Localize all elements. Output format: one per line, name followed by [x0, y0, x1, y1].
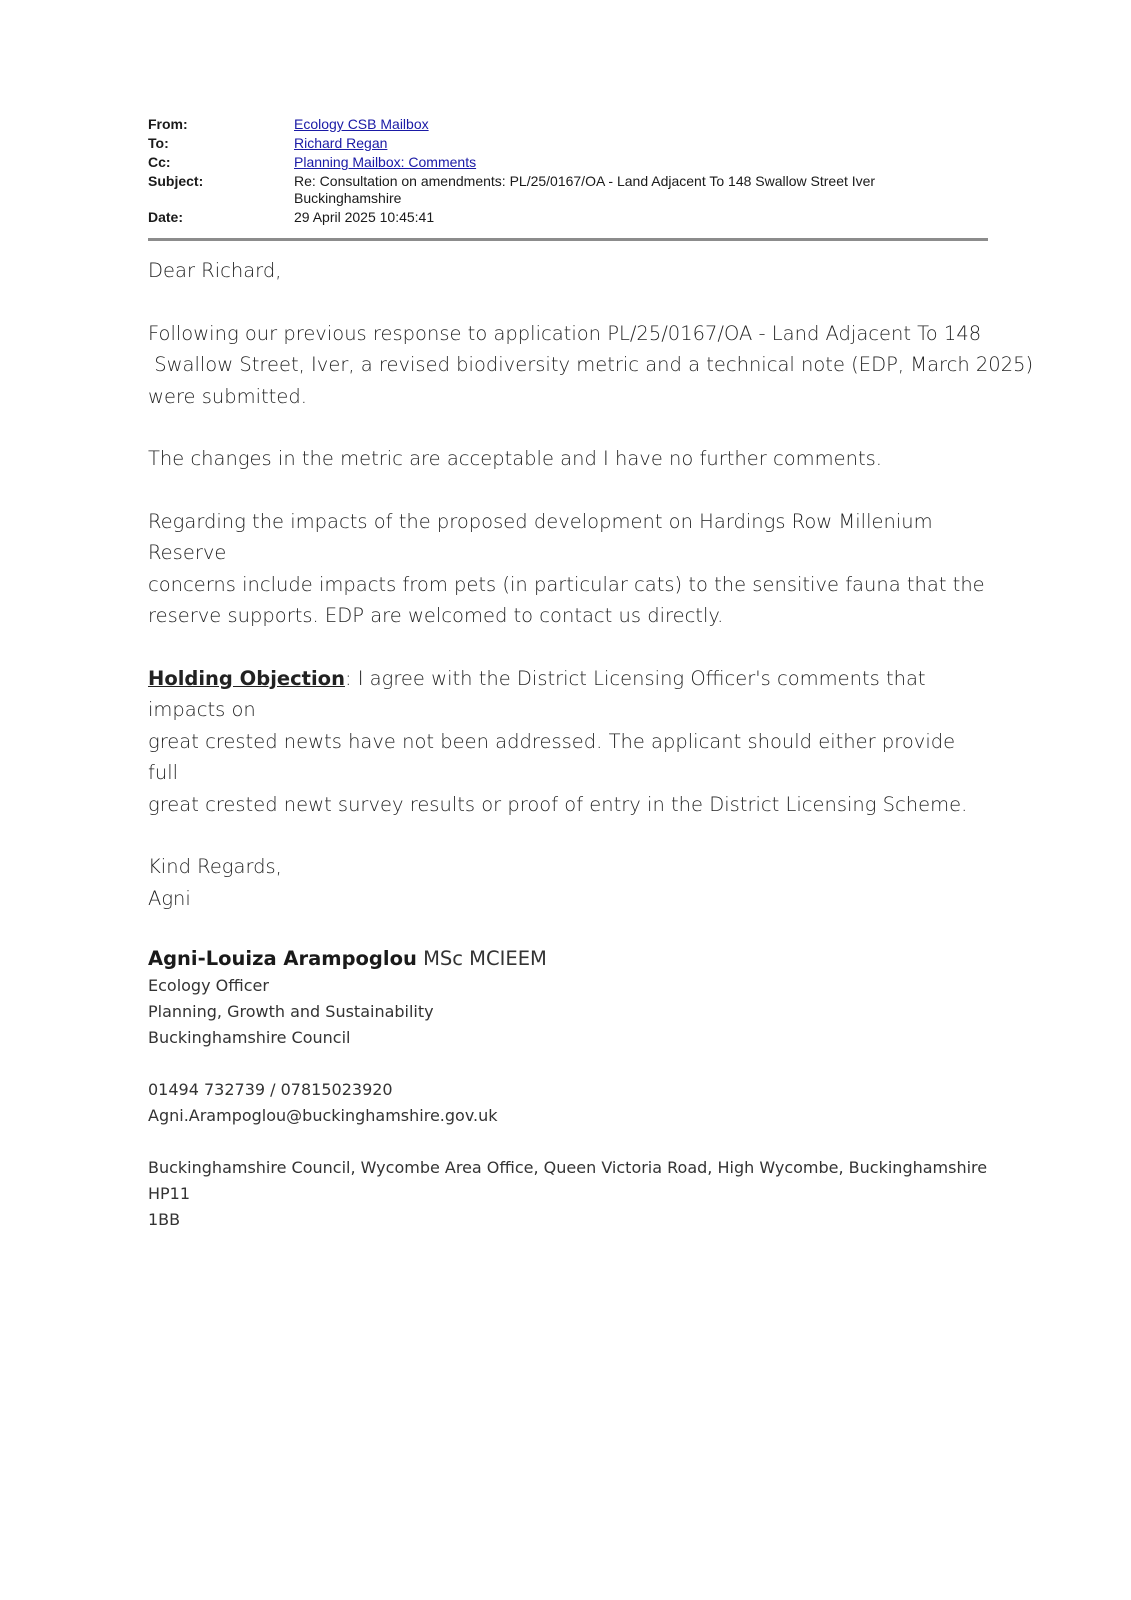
- date-label: Date:: [148, 209, 184, 225]
- signature-qualifications: MSc MCIEEM: [423, 947, 547, 970]
- paragraph-line: concerns include impacts from pets (in particular cats) to the sensitive fauna that the: [148, 572, 985, 596]
- paragraph-reserve-impacts: [148, 506, 988, 632]
- subject-row: [148, 173, 988, 207]
- to-link[interactable]: Richard Regan: [294, 135, 388, 151]
- signature-address-line: 1BB: [148, 1210, 181, 1229]
- from-link[interactable]: Ecology CSB Mailbox: [294, 116, 429, 132]
- paragraph-previous-response: [148, 318, 1034, 413]
- signature-email: Agni.Arampoglou@buckinghamshire.gov.uk: [148, 1106, 498, 1125]
- from-label: From:: [148, 116, 188, 132]
- email-document: [148, 116, 1034, 1233]
- from-row: [148, 116, 988, 133]
- signature-phones: 01494 732739 / 07815023920: [148, 1080, 393, 1099]
- signature-role: Ecology Officer: [148, 976, 269, 995]
- to-row: [148, 135, 988, 152]
- paragraph-line: great crested newt survey results or proof of entry in the District Licensing Scheme.: [148, 792, 968, 816]
- sender-first-name: Agni: [148, 886, 191, 910]
- greeting: Dear Richard,: [148, 259, 282, 282]
- paragraph-line: : I agree with the District Licensing Officer's comments that impacts on: [148, 666, 926, 721]
- signature-name: Agni-Louiza Arampoglou: [148, 947, 417, 970]
- paragraph-line: great crested newts have not been addressed. The applicant should either provide full: [148, 729, 956, 784]
- cc-label: Cc:: [148, 154, 171, 170]
- date-row: [148, 209, 988, 226]
- cc-link[interactable]: Planning Mailbox: Comments: [294, 154, 477, 170]
- signature-block: [148, 973, 988, 1233]
- paragraph-line: were submitted.: [148, 384, 307, 408]
- subject-label: Subject:: [148, 173, 204, 189]
- sign-off: [148, 851, 988, 914]
- cc-row: [148, 154, 988, 171]
- paragraph-line: Following our previous response to application PL/25/0167/OA - Land Adjacent To 148: [148, 321, 982, 345]
- subject-value: Re: Consultation on amendments: PL/25/0167/OA - Land Adjacent To 148 Swallow Street Iver Buckinghamshire: [294, 173, 876, 206]
- to-label: To:: [148, 135, 169, 151]
- signature-organisation: Buckinghamshire Council: [148, 1028, 351, 1047]
- signature-name-line: [148, 945, 988, 973]
- paragraph-holding-objection: [148, 663, 988, 821]
- email-body: [148, 255, 1034, 914]
- closing: Kind Regards,: [148, 855, 282, 878]
- paragraph-metric: The changes in the metric are acceptable and I have no further comments.: [148, 447, 882, 470]
- header-divider: [148, 238, 988, 241]
- paragraph-line: Swallow Street, Iver, a revised biodiversity metric and a technical note (EDP, March 2025): [148, 353, 1034, 376]
- email-header: [148, 116, 988, 226]
- paragraph-line: Regarding the impacts of the proposed development on Hardings Row Millenium Reserve: [148, 509, 933, 564]
- signature-department: Planning, Growth and Sustainability: [148, 1002, 434, 1021]
- paragraph-line: reserve supports. EDP are welcomed to contact us directly.: [148, 604, 724, 627]
- signature-address-line: Buckinghamshire Council, Wycombe Area Office, Queen Victoria Road, High Wycombe, Buckinghamshire HP11: [148, 1158, 988, 1203]
- date-value: 29 April 2025 10:45:41: [294, 209, 435, 225]
- holding-objection-label: Holding Objection: [148, 666, 345, 690]
